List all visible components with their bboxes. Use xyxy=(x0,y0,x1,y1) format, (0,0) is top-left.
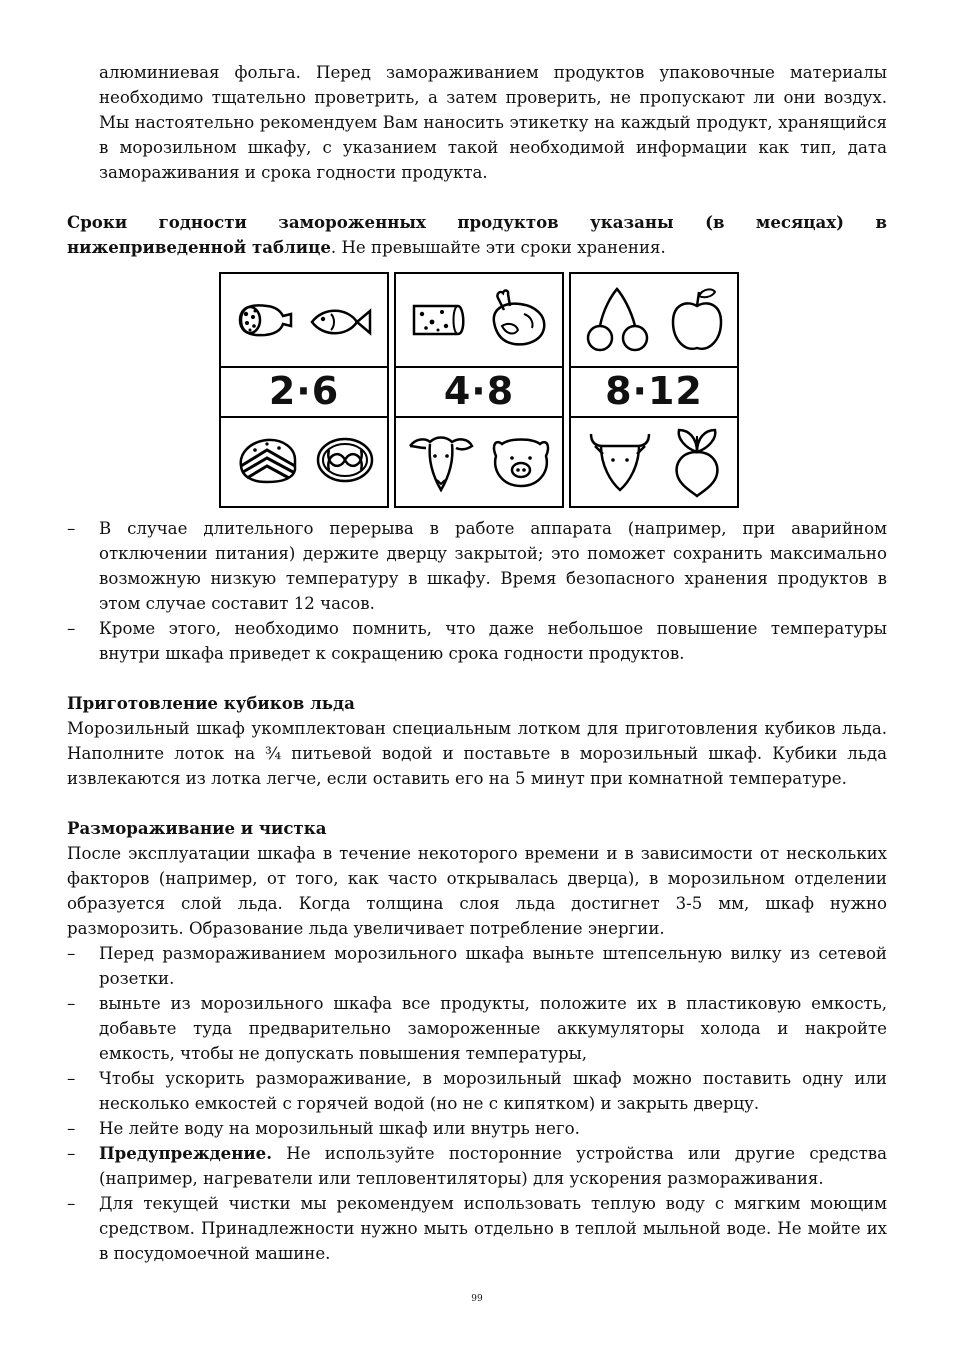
shelf-life-intro xyxy=(67,210,887,260)
fish-icon xyxy=(309,304,373,340)
intro-paragraph: алюминиевая фольга. Перед замораживанием продуктов упаковочные материалы необходимо тщательно проветрить, а затем проверить, не пропускают ли они воздух. Мы настоятельно рекомендуем Вам наносить этикетку на каждый продукт, хранящийся в морозильном шкафу, с указанием такой необходимой информации как тип, дата замораживания и срока годности продукта. xyxy=(99,63,887,182)
sheep-icon xyxy=(406,428,476,494)
column-1-bottom xyxy=(221,416,387,506)
defrost-heading: Размораживание и чистка xyxy=(67,818,327,838)
list-item: – Для текущей чистки мы рекомендуем использовать теплую воду с мягким моющим средством. Принадлежности нужно мыть отдельно в теплой мыльной воде. Не мойте их в посудомоечной машине. xyxy=(67,1191,887,1266)
list-item: – Кроме этого, необходимо помнить, что даже небольшое повышение температуры внутри шкафа приведет к сокращению срока годности продуктов. xyxy=(67,616,887,666)
pretzel-icon xyxy=(315,436,375,484)
table-column-1 xyxy=(219,272,389,508)
column-2-top xyxy=(396,274,562,368)
warning-label: Предупреждение. xyxy=(99,1143,272,1163)
list-item: – Перед размораживанием морозильного шкафа выньте штепсельную вилку из сетевой розетки. xyxy=(67,941,887,991)
table-column-2 xyxy=(394,272,564,508)
warning-item xyxy=(67,1141,887,1191)
sausage-icon xyxy=(233,298,295,342)
beet-icon xyxy=(671,426,723,498)
column-1-top xyxy=(221,274,387,368)
column-3-bottom xyxy=(571,416,737,506)
storage-notes xyxy=(67,516,887,666)
list-item: – Не лейте воду на морозильный шкаф или внутрь него. xyxy=(67,1116,887,1141)
range-2-6: 2·6 xyxy=(221,366,387,418)
cow-icon xyxy=(585,430,655,494)
range-4-8: 4·8 xyxy=(396,366,562,418)
document-body xyxy=(67,60,887,1266)
cherry-icon xyxy=(585,286,655,354)
chicken-icon xyxy=(484,288,550,350)
shelf-life-lead: Сроки годности замороженных продуктов указаны (в месяцах) в нижеприведенной таблице xyxy=(67,212,887,257)
column-2-bottom xyxy=(396,416,562,506)
defrost-paragraph: После эксплуатации шкафа в течение некоторого времени и в зависимости от нескольких факторов (например, от того, как часто открывалась дверца), в морозильном отделении образуется слой льда. Когда толщина слоя льда достигнет 3-5 мм, шкаф нужно разморозить. Образование льда увеличивает потребление энергии. xyxy=(67,844,887,938)
shelf-life-rest: . Не превышайте эти сроки хранения. xyxy=(330,238,666,257)
list-item: – Чтобы ускорить размораживание, в морозильный шкаф можно поставить одну или несколько емкостей с горячей водой (но не с кипятком) и закрыть дверцу. xyxy=(67,1066,887,1116)
page-number: 99 xyxy=(471,1294,483,1304)
shelf-life-table xyxy=(219,272,741,510)
list-item: – выньте из морозильного шкафа все продукты, положите их в пластиковую емкость, добавьте туда предварительно замороженные аккумуляторы холода и накройте емкость, чтобы не допускать повышения температуры, xyxy=(67,991,887,1066)
cheese-icon xyxy=(410,300,468,340)
apple-icon xyxy=(669,286,725,354)
defrost-steps xyxy=(67,941,887,1266)
warning-text: Не используйте посторонние устройства или другие средства (например, нагреватели или тепловентиляторы) для ускорения размораживания. xyxy=(99,1144,887,1188)
ice-paragraph: Морозильный шкаф укомплектован специальным лотком для приготовления кубиков льда. Наполните лоток на ¾ питьевой водой и поставьте в морозильный шкаф. Кубики льда извлекаются из лотка легче, если оставить его на 5 минут при комнатной температуре. xyxy=(67,719,887,788)
range-8-12: 8·12 xyxy=(571,366,737,418)
column-3-top xyxy=(571,274,737,368)
table-column-3 xyxy=(569,272,739,508)
ice-heading: Приготовление кубиков льда xyxy=(67,693,355,713)
list-item: – В случае длительного перерыва в работе аппарата (например, при аварийном отключении питания) держите дверцу закрытой; это поможет сохранить максимально возможную низкую температуру в шкафу. Время безопасного хранения продуктов в этом случае составит 12 часов. xyxy=(67,516,887,616)
cake-icon xyxy=(237,436,299,484)
pig-icon xyxy=(490,430,552,492)
